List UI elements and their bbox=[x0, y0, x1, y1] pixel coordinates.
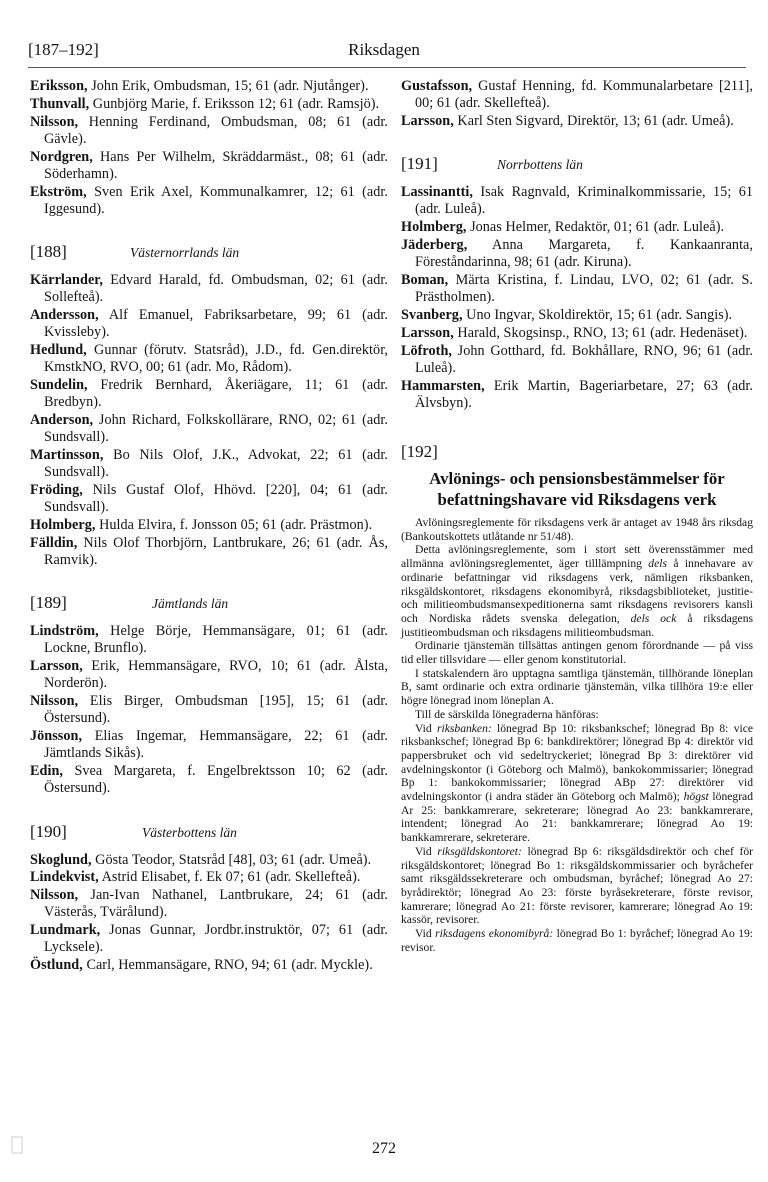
list-item bbox=[401, 113, 753, 130]
section-header-190 bbox=[30, 820, 388, 846]
text-run: Vid bbox=[415, 721, 437, 735]
entry-name: Nordgren, bbox=[30, 148, 93, 165]
running-title: Riksdagen bbox=[348, 40, 420, 59]
list-item bbox=[30, 342, 388, 376]
list-item bbox=[30, 114, 388, 148]
emphasis: dels bbox=[648, 557, 667, 571]
entry-name: Andersson, bbox=[30, 307, 99, 323]
section-header-192 bbox=[401, 440, 753, 464]
list-item bbox=[30, 623, 388, 657]
list-item bbox=[30, 307, 388, 341]
entry-name: Lindström, bbox=[30, 623, 99, 640]
list-item bbox=[30, 447, 388, 481]
entry-text: Anna Margareta, f. Kankaanranta, Föreståndarinna, 98; 61 (adr. Kiruna). bbox=[415, 237, 753, 271]
emphasis: högst bbox=[683, 790, 709, 804]
list-item bbox=[401, 325, 753, 342]
entry-name: Anderson, bbox=[30, 412, 94, 428]
entry-name: Svanberg, bbox=[401, 307, 463, 323]
section-number: [192] bbox=[401, 442, 438, 461]
section-number: [189] bbox=[30, 593, 67, 613]
entry-text: Harald, Skogsinsp., RNO, 13; 61 (adr. Hedenäset). bbox=[453, 324, 748, 341]
paragraph bbox=[401, 927, 753, 954]
entry-text: Elis Birger, Ombudsman [195], 15; 61 (adr. Östersund). bbox=[44, 693, 388, 727]
entry-name: Martinsson, bbox=[30, 447, 104, 463]
entry-text: Gösta Teodor, Statsråd [48], 03; 61 (adr. Umeå). bbox=[91, 851, 372, 868]
entry-name: Löfroth, bbox=[401, 342, 452, 359]
section-188-entries bbox=[30, 272, 388, 569]
entry-name: Edin, bbox=[30, 763, 63, 780]
entry-text: Märta Kristina, f. Lindau, LVO, 02; 61 (adr. S. Prästholmen). bbox=[415, 272, 753, 306]
list-item bbox=[30, 78, 388, 95]
entry-name: Gustafsson, bbox=[401, 78, 473, 94]
page-number: 272 bbox=[372, 1140, 396, 1157]
right-column bbox=[401, 78, 753, 955]
list-item bbox=[401, 378, 753, 412]
entry-text: Hulda Elvira, f. Jonsson 05; 61 (adr. Prästmon). bbox=[95, 517, 373, 533]
entry-text: Svea Margareta, f. Engelbrektsson 10; 62 (adr. Östersund). bbox=[44, 763, 388, 797]
paragraph bbox=[401, 543, 753, 639]
entry-name: Fröding, bbox=[30, 482, 83, 498]
entry-name: Lassinantti, bbox=[401, 184, 473, 201]
entry-name: Larsson, bbox=[30, 658, 83, 675]
section-189-entries bbox=[30, 623, 388, 797]
list-item bbox=[401, 307, 753, 324]
text-run: lönegrad Bp 6: riksgäldsdirektör och chef för riksgäldskontoret; lönegrad Bo 1: riksgäldskommissarier och byråchefer samt riksgäldssekreterare och ombudsman, byråchef; lönegrad Ao 27: byrådirektör; lönegrad Ao 23: förste byråsekreterare, förste revisor, kamrerare; lönegrad Ao 21: förste revisorer, kamrerare; lönegrad Ao 19: kassör, revisorer. bbox=[401, 844, 754, 927]
section-title: Västerbottens län bbox=[142, 824, 237, 840]
intro-entries bbox=[30, 78, 388, 218]
entry-text: Sven Erik Axel, Kommunalkamrer, 12; 61 (adr. Iggesund). bbox=[44, 183, 388, 217]
list-item bbox=[30, 272, 388, 306]
emphasis: dels ock bbox=[630, 611, 677, 625]
text-run: lönegrad Bp 10: riksbankschef; lönegrad Bp 8: vice riksbankschef; lönegrad Bp 6: bankdirektörer; lönegrad Bp 4: direktör vid pappersbruket och vid sedeltryckeriet; lönegrad Bp 3: direktörer vid avdelningskontor (i Göteborg och Malmö), bankokommissarier; lönegrad Bp 1: bankokommissarier; lönegrad ABp 27: direktörer vid avdelningskontor (i andra städer än Göteborg och Malmö); bbox=[401, 721, 754, 804]
entry-text: Jan-Ivan Nathanel, Lantbrukare, 24; 61 (adr. Västerås, Tvärålund). bbox=[44, 887, 388, 921]
entry-text: Hans Per Wilhelm, Skräddarmäst., 08; 61 (adr. Söderhamn). bbox=[44, 148, 388, 182]
entry-text: Gunnar (förutv. Statsråd), J.D., fd. Gen.direktör, KmstkNO, RVO, 00; 61 (adr. Mo, Rådom). bbox=[44, 342, 388, 376]
entry-name: Boman, bbox=[401, 272, 449, 288]
text-run: lönegrad Bo 1: byråchef; lönegrad Ao 19: revisor. bbox=[401, 927, 754, 954]
list-item bbox=[30, 887, 388, 921]
entry-name: Larsson, bbox=[401, 113, 454, 129]
paragraph: Avlöningsreglemente för riksdagens verk är antaget av 1948 års riksdag (Bankoutskottets utlåtande nr 51/48). bbox=[401, 516, 753, 543]
paragraph: Till de särskilda lönegraderna hänföras: bbox=[415, 707, 599, 721]
entry-text: Astrid Elisabet, f. Ek 07; 61 (adr. Skellefteå). bbox=[98, 869, 361, 886]
section-number: [188] bbox=[30, 242, 67, 261]
list-item bbox=[401, 184, 753, 218]
entry-name: Jönsson, bbox=[30, 728, 83, 745]
list-item bbox=[30, 658, 388, 692]
entry-text: Helge Börje, Hemmansägare, 01; 61 (adr. Lockne, Brunflo). bbox=[44, 623, 388, 657]
list-item bbox=[401, 343, 753, 377]
list-item bbox=[30, 728, 388, 762]
entry-text: Nils Olof Thorbjörn, Lantbrukare, 26; 61 (adr. Ås, Ramvik). bbox=[44, 534, 388, 568]
entry-name: Jäderberg, bbox=[401, 237, 468, 253]
paragraph: I statskalendern äro upptagna samtliga tjänstemän, tillhörande löneplan B, samt ordinarie och extra ordinarie tjänstemän, vilka tillhöra 19:e eller högre lönegrad inom löneplan A. bbox=[401, 666, 753, 708]
entry-name: Larsson, bbox=[401, 324, 454, 341]
entry-text: Isak Ragnvald, Kriminalkommissarie, 15; 61 (adr. Luleå). bbox=[415, 184, 753, 218]
list-item bbox=[30, 482, 388, 516]
list-item bbox=[401, 272, 753, 306]
entry-text: Karl Sten Sigvard, Direktör, 13; 61 (adr. Umeå). bbox=[453, 113, 734, 129]
entry-text: Erik, Hemmansägare, RVO, 10; 61 (adr. Ålsta, Norderön). bbox=[44, 658, 388, 692]
list-item bbox=[30, 377, 388, 411]
list-item bbox=[30, 852, 388, 869]
list-item bbox=[401, 237, 753, 271]
emphasis: riksbanken: bbox=[437, 721, 492, 735]
entry-name: Nilsson, bbox=[30, 113, 79, 130]
entry-text: Gunbjörg Marie, f. Eriksson 12; 61 (adr. Ramsjö). bbox=[89, 95, 380, 112]
entry-text: John Richard, Folkskollärare, RNO, 02; 61 (adr. Sundsvall). bbox=[44, 412, 388, 446]
entry-name: Eriksson, bbox=[30, 78, 88, 94]
emphasis: riksdagens ekonomibyrå: bbox=[435, 927, 554, 941]
entry-name: Östlund, bbox=[30, 957, 83, 974]
section-title: Norrbottens län bbox=[497, 157, 583, 173]
entry-name: Thunvall, bbox=[30, 95, 90, 112]
section-header-188 bbox=[30, 240, 388, 266]
section-title: Västernorrlands län bbox=[130, 245, 240, 260]
section-191-entries bbox=[401, 184, 753, 412]
entry-text: Fredrik Bernhard, Åkeriägare, 11; 61 (adr. Bredbyn). bbox=[44, 377, 388, 411]
entry-name: Nilsson, bbox=[30, 887, 79, 904]
intro-entries bbox=[401, 78, 753, 130]
text-run: Vid bbox=[415, 927, 436, 941]
entry-name: Hedlund, bbox=[30, 342, 87, 358]
entry-text: John Erik, Ombudsman, 15; 61 (adr. Njutånger). bbox=[87, 78, 369, 94]
entry-text: Nils Gustaf Olof, Hhövd. [220], 04; 61 (adr. Sundsvall). bbox=[44, 482, 388, 516]
text-run: Detta avlöningsreglemente, som i stort sett överensstämmer med allmänna avlöningsreglementet, äger tilllämpning bbox=[401, 543, 753, 571]
list-item bbox=[30, 763, 388, 797]
entry-name: Fälldin, bbox=[30, 534, 78, 551]
entry-text: John Gotthard, fd. Bokhållare, RNO, 96; 61 (adr. Luleå). bbox=[415, 342, 753, 376]
list-item bbox=[401, 219, 753, 236]
entry-text: Erik Martin, Bageriarbetare, 27; 63 (adr. Älvsbyn). bbox=[415, 377, 753, 411]
paragraph bbox=[401, 722, 753, 845]
section-number: [191] bbox=[401, 154, 438, 174]
section-number: [190] bbox=[30, 821, 67, 841]
text-run: lönegrad Ar 25: bankkamrerare, sekreterare; lönegrad Ao 23: bankkamrerare, intendent; lönegrad Ao 21: bankkamrerare; lönegrad Ao 19: bankkamrerare, sekreterare. bbox=[401, 790, 753, 845]
entry-text: Bo Nils Olof, J.K., Advokat, 22; 61 (adr. Sundsvall). bbox=[44, 447, 388, 481]
entry-name: Lindekvist, bbox=[30, 869, 99, 886]
list-item bbox=[30, 922, 388, 956]
list-item bbox=[30, 957, 388, 974]
list-item bbox=[30, 869, 388, 886]
entry-text: Jonas Helmer, Redaktör, 01; 61 (adr. Luleå). bbox=[466, 219, 725, 236]
left-column bbox=[30, 78, 388, 975]
list-item bbox=[30, 517, 388, 534]
entry-name: Hammarsten, bbox=[401, 377, 485, 394]
entry-text: Carl, Hemmansägare, RNO, 94; 61 (adr. Myckle). bbox=[82, 957, 373, 974]
section-190-entries bbox=[30, 852, 388, 975]
list-item bbox=[30, 184, 388, 218]
entry-text: Gustaf Henning, fd. Kommunalarbetare [211], 00; 61 (adr. Skellefteå). bbox=[415, 78, 753, 112]
list-item bbox=[30, 149, 388, 183]
text-run: å riksdagens justitieombudsman och riksdagens militieombudsman. bbox=[401, 611, 754, 639]
entry-name: Skoglund, bbox=[30, 851, 92, 868]
section-heading: Avlönings- och pensionsbestämmelser för befattningshavare vid Riksdagens verk bbox=[429, 469, 725, 509]
header-rule bbox=[28, 67, 746, 68]
section-header-189 bbox=[30, 591, 388, 617]
paragraph bbox=[401, 845, 753, 927]
section-range: [187–192] bbox=[28, 40, 99, 59]
entry-name: Ekström, bbox=[30, 183, 87, 200]
emphasis: riksgäldskontoret: bbox=[437, 844, 522, 858]
list-item bbox=[401, 78, 753, 112]
text-run: å innehavare av ordinarie befattningar vid riksdagens verk, nämligen riksbanken, riksgäldskontoret, riksdagens ekonomibyrå, riksdagsbiblioteket, justitie- och militieombudsmansexpeditionerna samt riksdagens revisorers kansli och Nordiska rådets svenska delegation, bbox=[401, 557, 753, 625]
section-title: Jämtlands län bbox=[152, 596, 229, 612]
entry-text: Uno Ingvar, Skoldirektör, 15; 61 (adr. Sangis). bbox=[462, 307, 733, 323]
entry-text: Edvard Harald, fd. Ombudsman, 02; 61 (adr. Sollefteå). bbox=[44, 272, 388, 306]
list-item bbox=[30, 96, 388, 113]
entry-name: Sundelin, bbox=[30, 377, 88, 393]
section-header-191 bbox=[401, 152, 753, 178]
list-item bbox=[30, 535, 388, 569]
entry-text: Elias Ingemar, Hemmansägare, 22; 61 (adr. Jämtlands Sikås). bbox=[44, 728, 388, 762]
paragraph: Ordinarie tjänstemän tillsättas antingen genom förordnande — på viss tid eller tillsvidare — eller genom konstitutorial. bbox=[401, 639, 753, 667]
entry-name: Holmberg, bbox=[30, 517, 96, 533]
entry-name: Kärrlander, bbox=[30, 272, 103, 288]
list-item bbox=[30, 412, 388, 446]
list-item bbox=[30, 693, 388, 727]
entry-text: Alf Emanuel, Fabriksarbetare, 99; 61 (adr. Kvissleby). bbox=[44, 307, 388, 341]
entry-text: Henning Ferdinand, Ombudsman, 08; 61 (adr. Gävle). bbox=[44, 113, 388, 147]
entry-name: Lundmark, bbox=[30, 922, 101, 939]
scan-mark-icon bbox=[10, 1136, 24, 1154]
entry-name: Nilsson, bbox=[30, 693, 79, 710]
text-run: Vid bbox=[415, 844, 438, 858]
entry-name: Holmberg, bbox=[401, 219, 467, 236]
entry-text: Jonas Gunnar, Jordbr.instruktör, 07; 61 (adr. Lycksele). bbox=[44, 922, 388, 956]
running-head bbox=[28, 40, 740, 66]
